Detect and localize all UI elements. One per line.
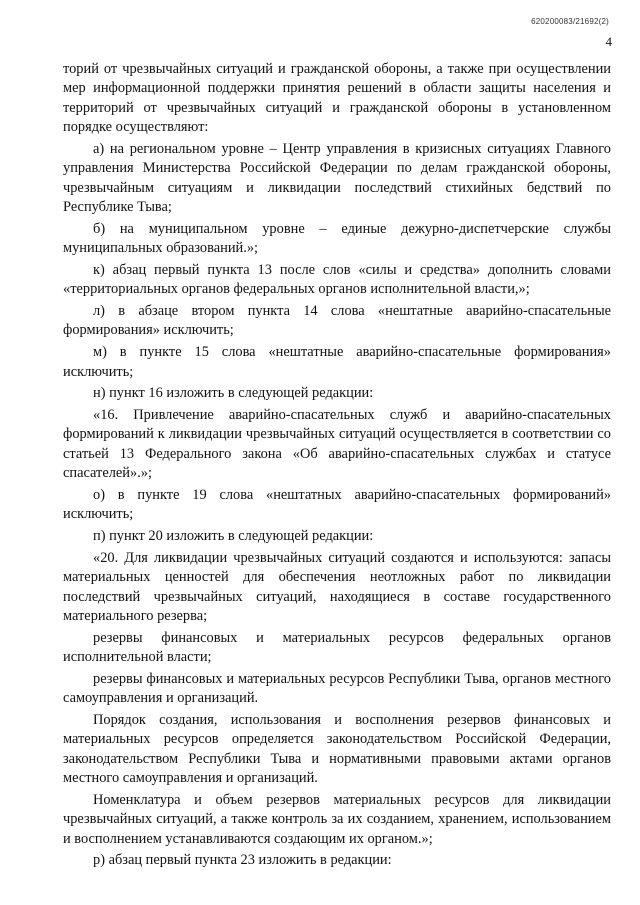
paragraph: Порядок создания, использования и восполнения резервов финансовых и материальных ресурсов определяется законодательством Российской Федерации, законодательством Республики Тыва и нормативными правовыми актами органов местного самоуправления и организаций. [63,711,611,787]
paragraph: п) пункт 20 изложить в следующей редакции: [93,528,374,545]
paragraph: к) абзац первый пункта 13 после слов «силы и средства» дополнить словами «территориальных органов федеральных органов исполнительной власти,»; [63,261,611,298]
paragraph: Номенклатура и объем резервов материальных ресурсов для ликвидации чрезвычайных ситуаций, а также контроль за их созданием, хранением, использованием и восполнением устанавливаются создающим их органом.»; [63,791,611,847]
paragraph: «16. Привлечение аварийно-спасательных служб и аварийно-спасательных формирований к ликвидации чрезвычайных ситуаций осуществляется в соответствии со статьей 13 Федерального закона «Об аварийно-спасательных службах и статусе спасателей».»; [63,406,611,482]
paragraph: «20. Для ликвидации чрезвычайных ситуаций создаются и используются: запасы материальных ценностей для обеспечения неотложных работ по ликвидации последствий чрезвычайных ситуаций, находящиеся в составе государственного материального резерва; [63,549,611,624]
paragraph: л) в абзаце втором пункта 14 слова «нештатные аварийно-спасательные формирования» исключить; [63,303,611,339]
paragraph: торий от чрезвычайных ситуаций и гражданской обороны, а также при осуществлении мер информационной поддержки принятия решений в области защиты населения и территорий от чрезвычайных ситуаций и гражданской обороны в установленном порядке осуществляют: [63,61,611,136]
paragraph: резервы финансовых и материальных ресурсов Республики Тыва, органов местного самоуправления и организаций. [63,670,611,707]
paragraph: б) на муниципальном уровне – единые дежурно-диспетчерские службы муниципальных образований.»; [63,220,611,257]
page-number: 4 [605,34,612,49]
paragraph: н) пункт 16 изложить в следующей редакции: [93,385,374,402]
paragraph: резервы финансовых и материальных ресурсов федеральных органов исполнительной власти; [63,629,611,666]
paragraph: о) в пункте 19 слова «нештатных аварийно-спасательных формирований» исключить; [63,486,611,523]
paragraph: м) в пункте 15 слова «нештатные аварийно-спасательные формирования» исключить; [63,344,611,380]
document-id: 620200083/21692(2) [531,17,609,26]
paragraph: а) на региональном уровне – Центр управления в кризисных ситуациях Главного управления Министерства Российской Федерации по делам гражданской обороны, чрезвычайным ситуациям и ликвидации последствий стихийных бедствий по Республике Тыва; [63,140,611,216]
paragraph: р) абзац первый пункта 23 изложить в редакции: [93,852,392,869]
document-body [63,60,611,873]
